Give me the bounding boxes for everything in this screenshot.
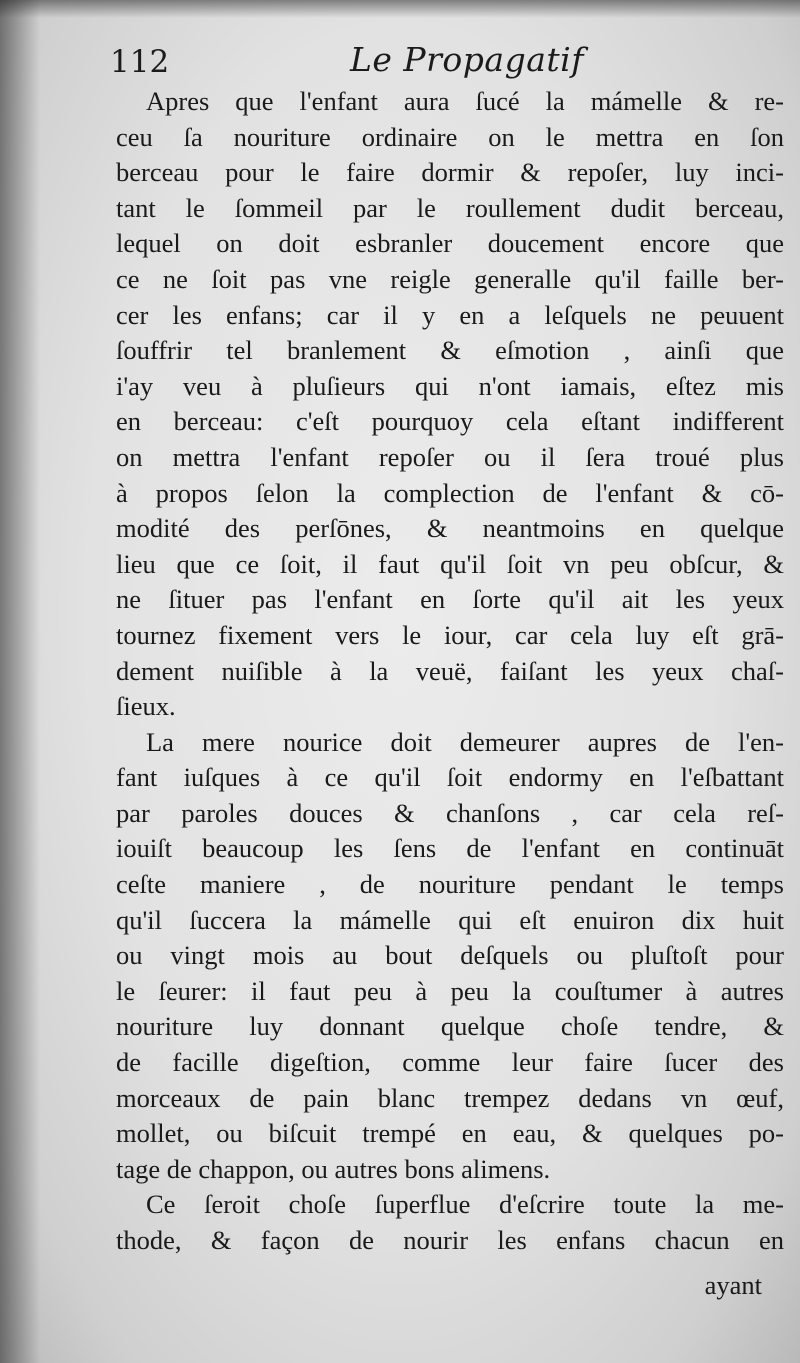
text-line: dement nuiſible à la veuë, faiſant les yeux chaſ- [116,655,784,686]
text-line: i'ay veu à pluſieurs qui n'ont iamais, eſtez mis [116,370,784,401]
text-line: morceaux de pain blanc trempez dedans vn œuf, [116,1082,784,1113]
text-line: de facille digeſtion, comme leur faire ſucer des [116,1047,784,1078]
text-line: ne ſituer pas l'enfant en ſorte qu'il ait les yeux [116,584,784,615]
running-title: Le Propagatif [350,40,584,79]
text-line: ſieux. [116,691,176,722]
text-line: Ce ſeroit choſe ſuperflue d'eſcrire toute la me- [146,1189,784,1220]
text-line: iouiſt beaucoup les ſens de l'enfant en continuāt [116,833,784,864]
text-line: ce ne ſoit pas vne reigle generalle qu'il faille ber- [116,263,784,294]
catchword: ayant [704,1270,762,1300]
page-header [110,38,770,88]
text-line: Apres que l'enfant aura ſucé la mámelle & re- [146,86,784,116]
text-line: thode, & façon de nourir les enfans chacun en [116,1225,784,1255]
body-text [116,84,784,1259]
text-line: tage de chappon, ou autres bons alimens. [116,1153,551,1184]
text-line: cer les enfans; car il y en a leſquels ne peuuent [116,299,784,330]
text-line: par paroles douces & chanſons , car cela reſ- [116,797,784,828]
text-line: modité des perſōnes, & neantmoins en quelque [116,513,784,544]
text-line: ſouffrir tel branlement & eſmotion , ainſi que [116,335,784,366]
page-top-shadow [0,0,800,18]
text-line: ceu ſa nouriture ordinaire on le mettra en ſon [116,121,784,152]
text-line: à propos ſelon la complection de l'enfant & cō- [116,477,784,508]
text-line: en berceau: c'eſt pourquoy cela eſtant indifferent [116,406,784,437]
page-edge-shadow [0,0,40,1363]
text-line: tant le ſommeil par le roullement dudit berceau, [116,192,784,223]
text-line: mollet, ou biſcuit trempé en eau, & quelques po- [116,1118,784,1149]
text-line: lieu que ce ſoit, il faut qu'il ſoit vn peu obſcur, & [116,548,784,579]
text-line: La mere nourice doit demeurer aupres de l'en- [146,726,784,757]
text-line: ou vingt mois au bout deſquels ou pluſtoſt pour [116,940,784,971]
text-line: fant iuſques à ce qu'il ſoit endormy en l'eſbattant [116,762,784,793]
text-line: berceau pour le faire dormir & repoſer, luy inci- [116,157,784,188]
text-line: on mettra l'enfant repoſer ou il ſera troué plus [116,441,784,472]
text-line: nouriture luy donnant quelque choſe tendre, & [116,1011,784,1042]
text-line: lequel on doit esbranler doucement encore que [116,228,784,259]
text-line: ceſte maniere , de nouriture pendant le temps [116,869,784,900]
text-line: le ſeurer: il faut peu à peu la couſtumer à autres [116,975,784,1006]
text-line: qu'il ſuccera la mámelle qui eſt enuiron dix huit [116,904,784,935]
page-number: 112 [110,44,170,80]
text-line: tournez fixement vers le iour, car cela luy eſt grā- [116,619,784,650]
